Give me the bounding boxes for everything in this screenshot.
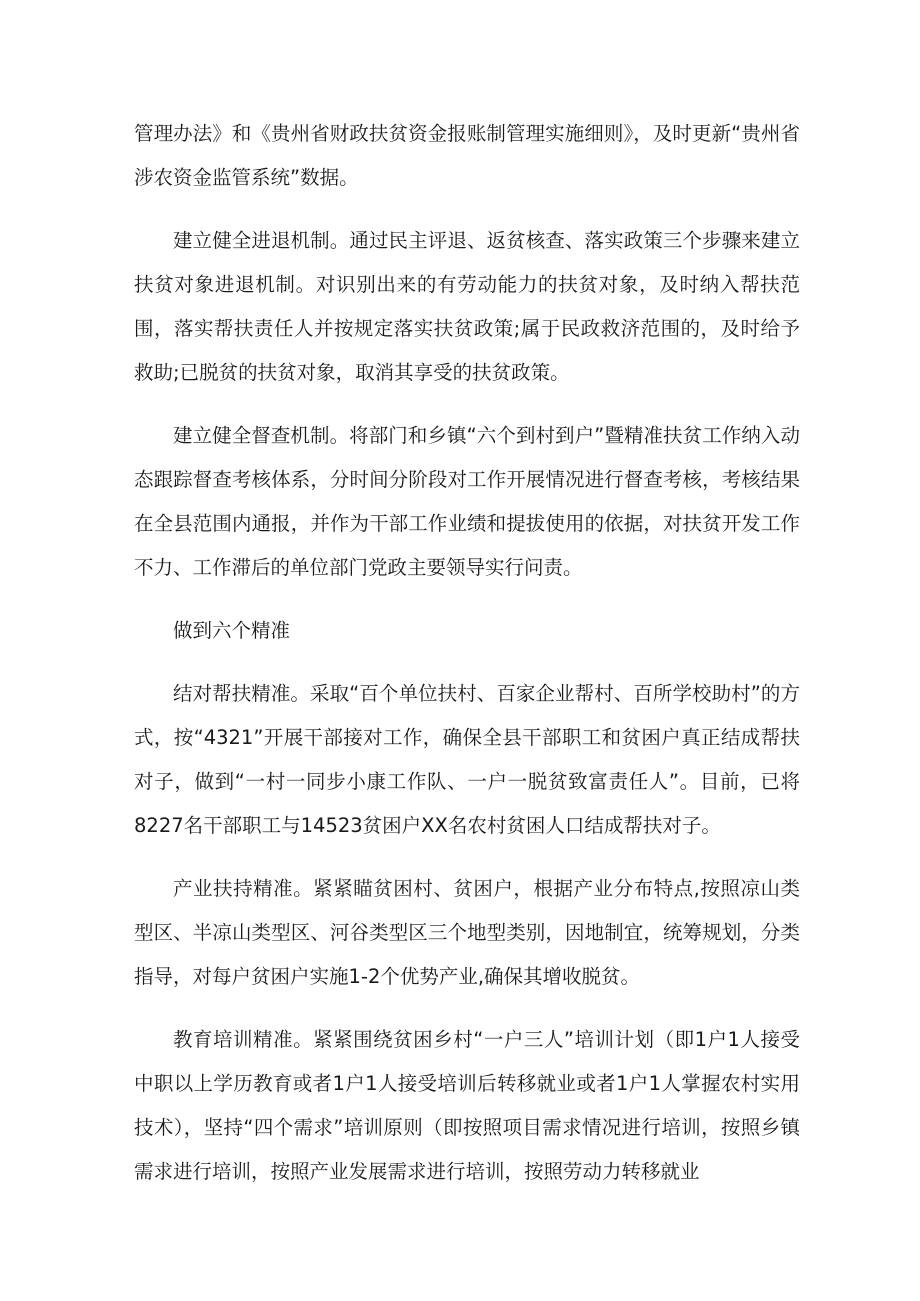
- paragraph-education-training: 教育培训精准。紧紧围绕贫困乡村“一户三人”培训计划（即1户1人接受中职以上学历教育或者1户1人接受培训后转移就业或者1户1人掌握农村实用技术），坚持“四个需求”培训原则（即按照项目需求情况进行培训，按照乡镇需求进行培训，按照产业发展需求进行培训，按照劳动力转移就业: [134, 1028, 800, 1183]
- document-body: [134, 112, 800, 1213]
- paragraph-industry-support: 产业扶持精准。紧紧瞄贫困村、贫困户，根据产业分布特点,按照凉山类型区、半凉山类型区、河谷类型区三个地型类别，因地制宜，统筹规划，分类指导，对每户贫困户实施1-2个优势产业,确保其增收脱贫。: [134, 877, 800, 988]
- section-heading: 做到六个精准: [173, 619, 291, 642]
- paragraph-exit-mechanism: 建立健全进退机制。通过民主评退、返贫核查、落实政策三个步骤来建立扶贫对象进退机制。对识别出来的有劳动能力的扶贫对象，及时纳入帮扶范围，落实帮扶责任人并按规定落实扶贫政策;属于民政救济范围的，及时给予救助;已脱贫的扶贫对象，取消其享受的扶贫政策。: [134, 229, 800, 384]
- paragraph-paired-assistance: 结对帮扶精准。采取“百个单位扶村、百家企业帮村、百所学校助村”的方式，按“4321”开展干部接对工作，确保全县干部职工和贫困户真正结成帮扶对子，做到“一村一同步小康工作队、一户一脱贫致富责任人”。目前，已将8227名干部职工与14523贫困户XX名农村贫困人口结成帮扶对子。: [134, 682, 800, 837]
- paragraph-continued: 管理办法》和《贵州省财政扶贫资金报账制管理实施细则》，及时更新“贵州省涉农资金监管系统”数据。: [134, 122, 800, 189]
- paragraph-supervision-mechanism: 建立健全督查机制。将部门和乡镇“六个到村到户”暨精准扶贫工作纳入动态跟踪督查考核体系，分时间分阶段对工作开展情况进行督查考核，考核结果在全县范围内通报，并作为干部工作业绩和提拔使用的依据，对扶贫开发工作不力、工作滞后的单位部门党政主要领导实行问责。: [134, 424, 800, 579]
